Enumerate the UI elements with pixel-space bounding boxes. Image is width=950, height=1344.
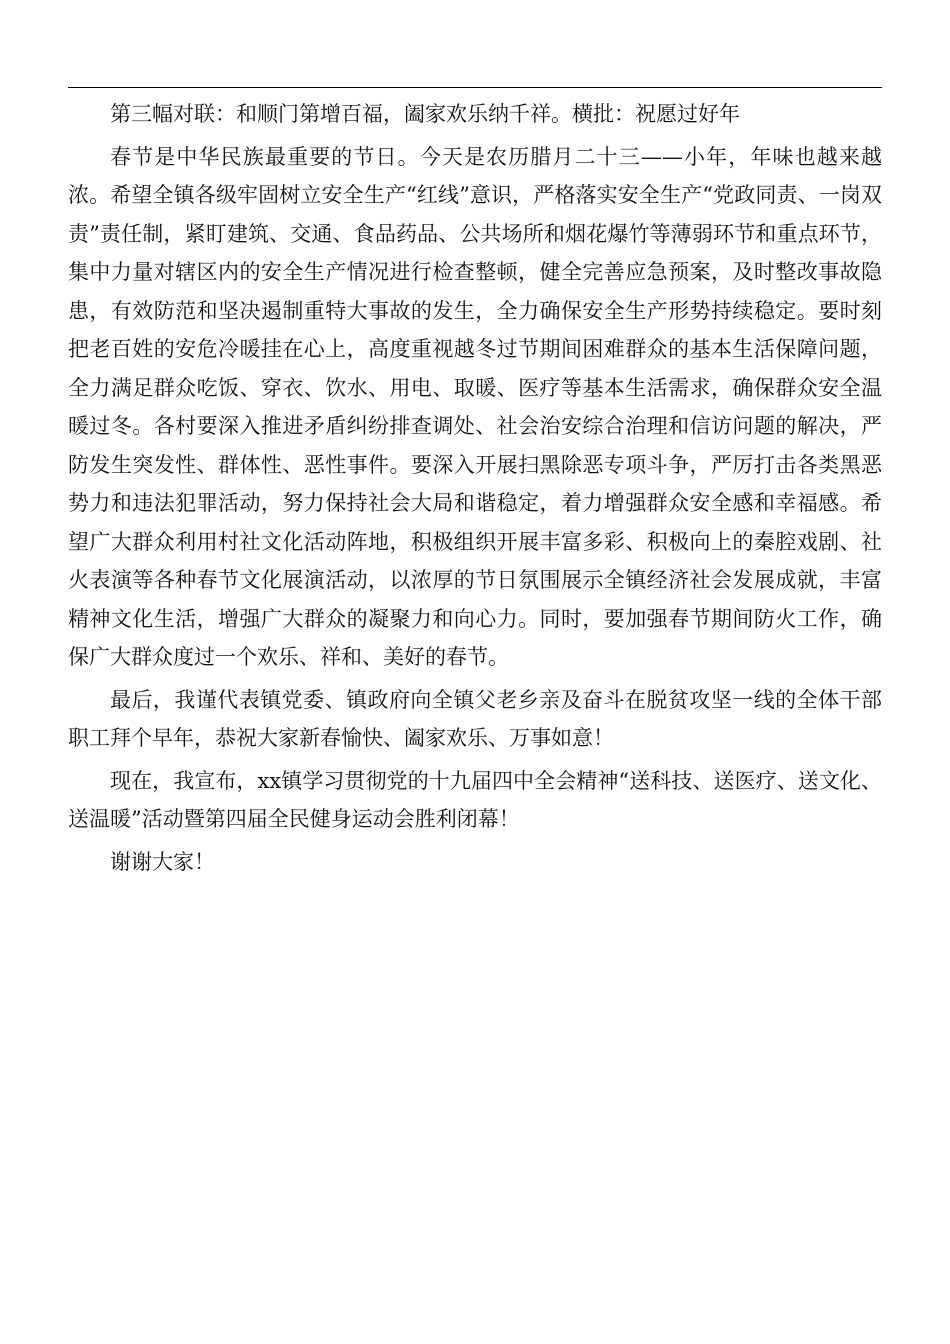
document-body: [68, 95, 882, 881]
paragraph-spring-festival: 春节是中华民族最重要的节日。今天是农历腊月二十三——小年，年味也越来越浓。希望全镇各级牢固树立安全生产“红线”意识，严格落实安全生产“党政同责、一岗双责”责任制，紧盯建筑、交通、食品药品、公共场所和烟花爆竹等薄弱环节和重点环节，集中力量对辖区内的安全生产情况进行检查整顿，健全完善应急预案，及时整改事故隐患，有效防范和坚决遏制重特大事故的发生，全力确保安全生产形势持续稳定。要时刻把老百姓的安危冷暖挂在心上，高度重视越冬过节期间困难群众的基本生活保障问题，全力满足群众吃饭、穿衣、饮水、用电、取暖、医疗等基本生活需求，确保群众安全温暖过冬。各村要深入推进矛盾纠纷排查调处、社会治安综合治理和信访问题的解决，严防发生突发性、群体性、恶性事件。要深入开展扫黑除恶专项斗争，严厉打击各类黑恶势力和违法犯罪活动，努力保持社会大局和谐稳定，着力增强群众安全感和幸福感。希望广大群众利用村社文化活动阵地，积极组织开展丰富多彩、积极向上的秦腔戏剧、社火表演等各种春节文化展演活动，以浓厚的节日氛围展示全镇经济社会发展成就，丰富精神文化生活，增强广大群众的凝聚力和向心力。同时，要加强春节期间防火工作，确保广大群众度过一个欢乐、祥和、美好的春节。: [68, 144, 882, 669]
header-rule: [68, 87, 882, 88]
paragraph-closing-announcement: 现在，我宣布，xx镇学习贯彻党的十九届四中全会精神“送科技、送医疗、送文化、送温暖”活动暨第四届全民健身运动会胜利闭幕！: [68, 768, 882, 831]
paragraph-couplet: 第三幅对联：和顺门第增百福，阖家欢乐纳千祥。横批：祝愿过好年: [110, 102, 740, 126]
paragraph-greetings: 最后，我谨代表镇党委、镇政府向全镇父老乡亲及奋斗在脱贫攻坚一线的全体干部职工拜个早年，恭祝大家新春愉快、阖家欢乐、万事如意！: [68, 687, 882, 750]
paragraph-thanks: 谢谢大家！: [110, 849, 215, 874]
